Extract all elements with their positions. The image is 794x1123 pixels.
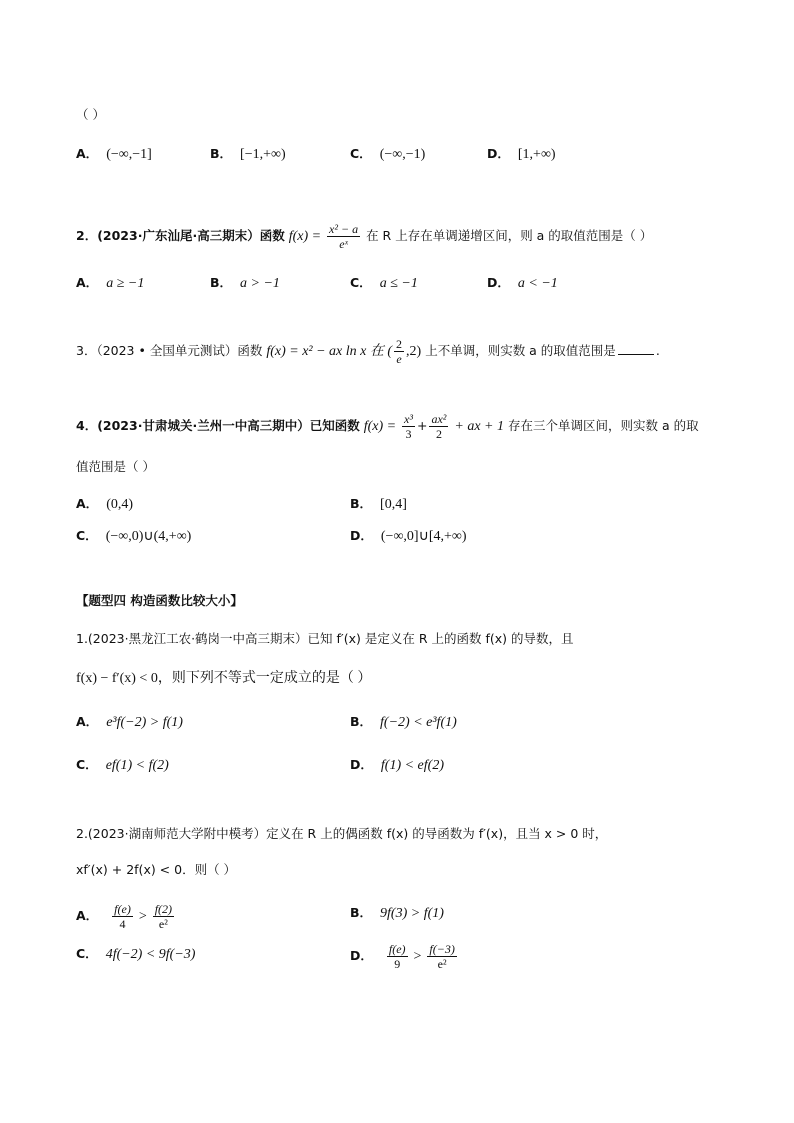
s2-option-a: A． $\frac{f(e)}{4}$ > $\frac{f(2)}{\text{e²}}$ xyxy=(76,902,173,931)
s1-option-b: B． f(−2) < e³f(1) xyxy=(350,714,457,730)
q2-option-b: B． a > −1 xyxy=(210,275,280,291)
q2-fraction: $\frac{\text{x² − a}}{\text{eˣ}}$ xyxy=(329,222,359,251)
s1-stem-line2: f(x) − f′(x) < 0，则下列不等式一定成立的是（ ） xyxy=(76,671,372,686)
q3-answer-blank xyxy=(618,354,654,355)
q2-option-a: A． a ≥ −1 xyxy=(76,275,145,291)
q4-option-d: D． (−∞,0]∪[4,+∞) xyxy=(350,528,467,544)
q2-option-c: C． a ≤ −1 xyxy=(350,275,418,291)
s2-option-d: D． $\frac{f(e)}{9}$ > $\frac{f(-3)}{\text{e²}}$ xyxy=(350,942,455,971)
q2-option-d: D． a < −1 xyxy=(487,275,558,291)
q4-option-c: C． (−∞,0)∪(4,+∞) xyxy=(76,528,192,544)
q2-stem: 2．(2023·广东汕尾·高三期末）函数 f(x) = $\frac{\text{x² − a}}{\text{eˣ}}$ 在 R 上存在单调递增区间，则 a 的取值范围是（ ） xyxy=(76,222,653,251)
q3-stem: 3．（2023 • 全国单元测试）函数 f(x) = x² − ax ln x 在 ( $\frac{2}{e}$ ,2) 上不单调，则实数 a 的取值范围是 . xyxy=(76,337,660,366)
s1-option-a: A． e³f(−2) > f(1) xyxy=(76,714,183,730)
q0-option-b: B． [−1,+∞) xyxy=(210,146,286,162)
q4-stem: 4．(2023·甘肃城关·兰州一中高三期中）已知函数 f(x) = $\frac{\text{x³}}{3}$ + $\frac{\text{ax²}}{2}$ + ax + 1 存在三个单调区间，则实数 a 的取 xyxy=(76,412,699,441)
q3-fraction: $\frac{2}{e}$ xyxy=(396,337,403,366)
s2-stem-line1: 2.(2023·湖南师范大学附中模考）定义在 R 上的偶函数 f(x) 的导函数为 f′(x)，且当 x > 0 时， xyxy=(76,826,608,841)
s2-option-c: C． 4f(−2) < 9f(−3) xyxy=(76,946,196,962)
s1-option-d: D． f(1) < ef(2) xyxy=(350,757,444,773)
section-heading: 【题型四 构造函数比较大小】 xyxy=(76,593,243,608)
s2-option-b: B． 9f(3) > f(1) xyxy=(350,905,444,921)
q0-option-a: A． (−∞,−1] xyxy=(76,146,152,162)
q4-option-b: B． [0,4] xyxy=(350,496,407,512)
q4-stem-line2: 值范围是（ ） xyxy=(76,459,155,474)
q0-option-c: C． (−∞,−1) xyxy=(350,146,426,162)
s1-option-c: C． ef(1) < f(2) xyxy=(76,757,169,773)
q0-stem: （ ） xyxy=(76,107,105,122)
s1-stem-line1: 1.(2023·黑龙江工农·鹤岗一中高三期末）已知 f′(x) 是定义在 R 上的函数 f(x) 的导数，且 xyxy=(76,631,574,646)
s2-stem-line2: xf′(x) + 2f(x) < 0．则（ ） xyxy=(76,862,237,877)
q0-option-d: D． [1,+∞) xyxy=(487,146,556,162)
q4-option-a: A． (0,4) xyxy=(76,496,134,512)
